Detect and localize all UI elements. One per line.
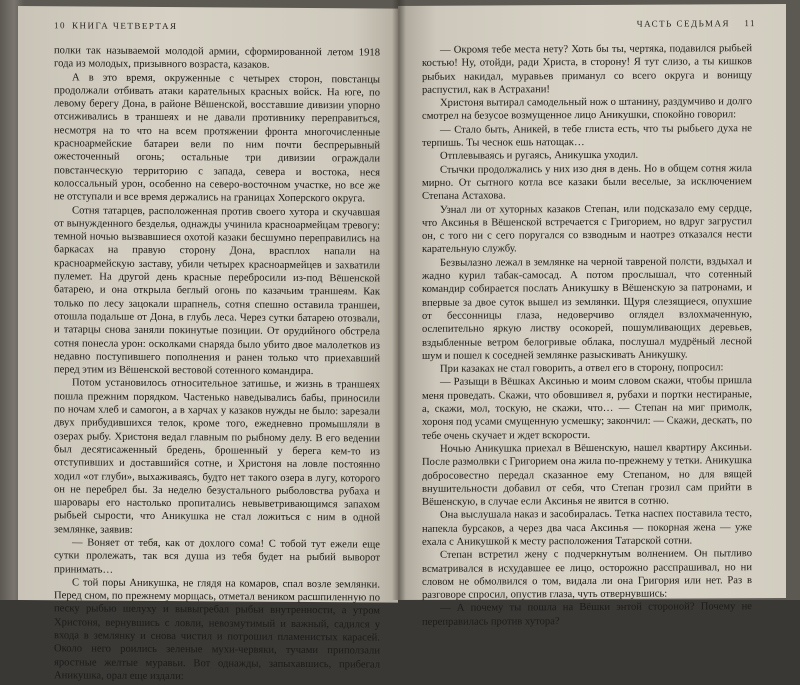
paragraph: — Стало быть, Аникей, в тебе глиста есть, что ты рыбьего духа не терпишь. Ты чеснок ешь натощак… — [422, 122, 752, 149]
paragraph: Отплевываясь и ругаясь, Аникушка уходил. — [440, 150, 639, 163]
right-page-text — [422, 42, 752, 629]
book-gutter — [392, 0, 406, 600]
paragraph: Она выслушала наказ и засобиралась. Тетка наспех поставила тесто, напекла бурсаков, а через два часа Аксинья — покорная жена — уже ехала с Аникушкой к месту расположения Татарской сотни. — [422, 508, 752, 548]
paragraph: С той поры Аникушка, не глядя на комаров, спал возле землянки. Перед сном, по прежнему морщась, отметал веником расшпиленную по песку рыбью шелуху и вывыгребал рыбьи внутренности, а утром Христоня, вернувшись с ловли, невозмутимый и важный, садился у входа в землянку и снова чистил и потрошил пламенистых карасей. Около него роились зеленые мухи-червяки, тучами приползали яростные желтые муравьи. Вот однажды, запыхавшись, прибегал Аникушка, орал еще издали: — [54, 577, 380, 683]
paragraph: Безвылазно лежал в землянке на черной тавреной полсти, вздыхал и жадно курил табак-самосад. А потом прослышал, что сотенный командир собирается послать Аникушку в Вёшенскую за патронами, и впервые за двое суток вышел из землянки. Щуря слезящиеся, опухшие от бессонницы глаза, недоверчиво оглядел взлохмаченную, ослепительно яркую листву осокорей, пошумливающих деревьев, вздыбленные ветром белогривые облака, послушал мудрёный лесной шум и пошел к соседней землянке разыскивать Аникушку. — [422, 255, 752, 362]
paragraph: При казаках не стал говорить, а отвел его в сторону, попросил: — [440, 362, 724, 375]
left-page — [18, 6, 398, 683]
paragraph: полки так называемой молодой армии, сформированной летом 1918 года из молодых, призывного возраста, казаков. — [54, 45, 380, 72]
paragraph: Ночью Аникушка приехал в Вёшенскую, нашел квартиру Аксиньи. После размолвки с Григорием она жила по-прежнему у тетки. Аникушка добросовестно передал сказанное ему Степаном, но для вящей внушительности добавил от себя, что Степан грозил сам прийти в Вёшенскую, в случае если Аксинья не явится в сотню. — [422, 442, 752, 508]
paragraph: Узнал ли от хуторных казаков Степан, или подсказало ему сердце, что Аксинья в Вёшенской встречается с Григорием, но вдруг загрустил он, с того ни с сего поругался со взводным и наотрез отказался нести карательную службу. — [422, 202, 752, 256]
right-running-head — [637, 18, 756, 29]
paragraph: — Разыщи в Вёшках Аксинью и моим словом скажи, чтобы пришла меня проведать. Скажи, что обовшивел я, рубахи и портки нестираные, а, скажи, мол, тоскую, не скажи, что… — Степан на миг примолк, хороня под усами смущенную усмешку; закончил: — Скажи, дескать, по тебе очень скучает и ждет вскорости. — [422, 375, 752, 442]
right-part-title: ЧАСТЬ СЕДЬМАЯ — [636, 18, 730, 29]
paragraph: — А почему ты пошла на Вёшки энтой стороной? Почему не переправилась против хутора? — [422, 601, 752, 628]
paragraph: — Окромя тебе места нету? Хоть бы ты, чертяка, подавился рыбьей костью! Ну, отойди, ради Христа, в сторону! Я тут слизо, а ты кишков рыбьих накидал, муравьев приманул со всего округа и вонищу распустил, как в Астрахани! — [422, 43, 752, 96]
paragraph: Степан встретил жену с подчеркнутым волнением. Он пытливо всматривался в исхудавшее ее лицо, осторожно расспрашивал, но ни словом не обмолвился о том, видала ли она Григория или нет. Раз в разговоре спросил, опустив глаза, чуть отвернувшись: — [422, 548, 752, 602]
paragraph: Стычки продолжались у них изо дня в день. Но в общем сотня жила мирно. От сытного котла все казаки были веселые, за исключением Степана Астахова. — [422, 162, 752, 203]
left-book-title: КНИГА ЧЕТВЕРТАЯ — [72, 20, 178, 32]
paragraph: Сотня татарцев, расположенная против своего хутора и скучавшая от вынужденного безделья, однажды учинила красноармейцам тревогу: темной ночью вызвавшиеся охотой казаки бесшумно переправились на баркасах на правую сторону Дона, врасплох напали на красноармейскую заставу, убили четырех красноармейцев и захватили пулемет. На другой день красные перебросили из-под Вёшенской батарею, и она открыла беглый огонь по казачьим траншеям. Как только по лесу зацокали шрапнель, сотня спешно оставила траншеи, отошла подальше от Дона, в глубь леса. Через сутки батарею отозвали, и татарцы снова заняли покинутые позиции. От орудийного обстрела сотня понесла урон: осколками снаряда было убито двое малолетков из недавно поступившего пополнения и ранен только что приехавший перед этим из Вёшенской вестовой сотенного командира. — [54, 204, 380, 378]
paragraph: Потом установилось относительное затишье, и жизнь в траншеях пошла прежним порядком. Частенько наведывались бабы, приносили по ночам хлеб и самогон, а в харчах у казаков нужды не было: зарезали двух прибудившихся телок, кроме того, ежедневно промышляли в озерах рыбу. Христоня ведал главным по рыбному делу. В его ведении был десятисаженный бредень, брошенный у берега кем-то из отступивших и доставшийся сотне, и Христоня на ловле постоянно ходил «от глуби», выхаживаясь, будто нет такого озера в лугу, которого он не перебрел бы. За неделю безустального рыболовства рубаха и шаровары его настолько пропитались невыветривающимся запахом рыбьей сырости, что Аникушка не стал ложиться с ним в одной землянке, заявив: — [54, 377, 380, 536]
left-running-head — [54, 20, 178, 31]
left-page-number: 10 — [54, 20, 66, 31]
right-page-number: 11 — [744, 18, 756, 29]
paragraph: А в это время, окруженные с четырех сторон, повстанцы продолжали отбивать атаки карательных красных войск. На юге, по левому берегу Дона, в районе Вёшенской, восставшие дивизии упорно отсиживались в траншеях и не давали противнику переправиться, несмотря на то что на всем протяжении фронта многочисленные красноармейские батареи вели по ним почти беспрерывный ожесточенный огонь; остальные три дивизии ограждали повстанческую территорию с запада, севера и востока, неся колоссальный урон, особенно на северо-восточном участке, но все же не отступали и все время держались на границах Хоперского округа. — [54, 71, 380, 205]
right-page — [398, 4, 786, 628]
paragraph: Христоня вытирал самодельный нож о штанину, раздумчиво и долго смотрел на безусое возмущенное лицо Аникушки, спокойно говорил: — [422, 96, 752, 123]
left-page-text — [54, 44, 380, 685]
paragraph: — Воняет от тебя, как от дохлого сома! С тобой тут ежели еще сутки пролежать, так вся душа из тебя будет на рыбий выворот принимать… — [54, 537, 380, 576]
